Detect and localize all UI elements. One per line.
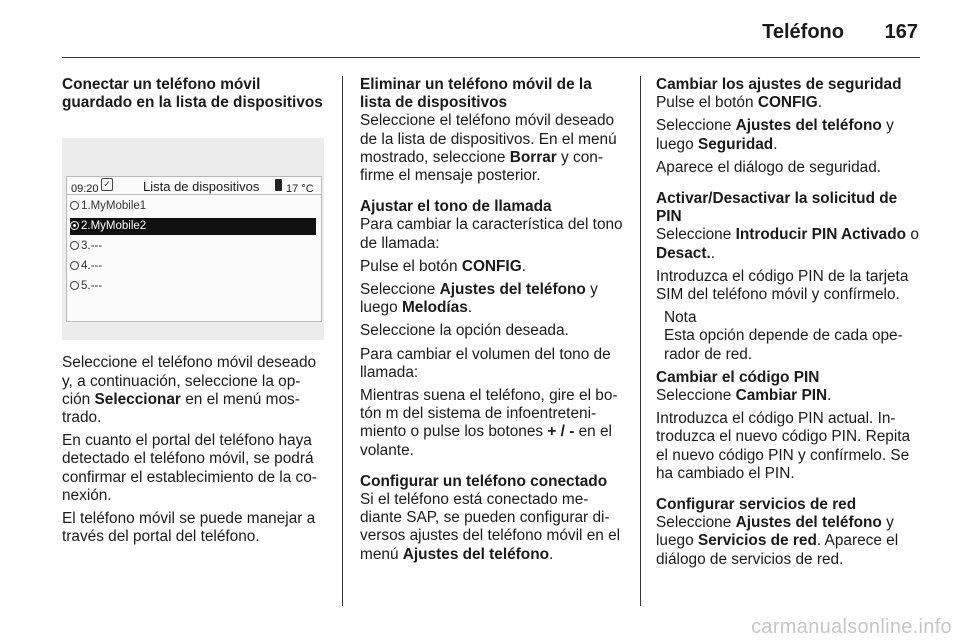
paragraph: Aparece el diálogo de seguridad. [656,158,882,176]
paragraph: Pulse el botón CONFIG. [360,257,526,275]
rotary-knob-icon: m [385,405,399,423]
section-title: Teléfono [762,21,844,43]
heading-ringtone: Ajustar el tono de llamada [360,198,552,216]
phone-icon [275,179,282,191]
paragraph: Introduzca el código PIN de la tarjeta SIM del teléfono móvil y confírmelo. [656,267,909,304]
device-name: 3.--- [81,240,103,253]
heading-change-pin: Cambiar el código PIN [656,368,820,386]
column-divider-1 [342,76,343,606]
device-name: 1.MyMobile1 [81,200,147,213]
page-header [62,0,920,58]
device-name: 5.--- [81,280,103,293]
paragraph: Si el teléfono está conectado me-diante SAP, se pueden configurar di-versos ajustes del teléfono móvil en el menú Ajustes del teléfono. [360,491,621,563]
paragraph: Para cambiar el volumen del tono de llamada: [360,345,611,381]
radio-selected-icon [70,221,79,230]
note-title: Nota [664,309,697,327]
paragraph: Seleccione Introducir PIN Activado o Desact.. [656,226,919,262]
radio-icon [70,281,79,290]
paragraph: Seleccione Ajustes del teléfono y luego Servicios de red. Aparece el diálogo de servicios de red. [656,514,899,568]
term-seleccionar: Seleccionar [94,390,181,408]
device-list-item[interactable] [70,278,316,295]
radio-icon [70,201,79,210]
paragraph: Seleccione el teléfono móvil deseado y, a continuación, seleccione la op-ción Seleccionar en el menú mos-trado. [62,354,317,427]
screen-time: 09:20 [71,183,99,196]
column-3 [656,76,924,574]
heading-configure-phone: Configurar un teléfono conectado [360,472,608,490]
heading-network-services: Configurar servicios de red [656,496,857,514]
paragraph: Seleccione Ajustes del teléfono y luego Seguridad. [656,117,894,153]
radio-icon [70,261,79,270]
device-list-figure [62,138,324,340]
device-name: 2.MyMobile2 [81,220,147,233]
paragraph: Para cambiar la característica del tono de llamada: [360,216,623,252]
device-list-screen [66,176,322,322]
heading-security: Cambiar los ajustes de seguridad [656,76,902,93]
paragraph: En cuanto el portal del teléfono haya detectado el teléfono móvil, se podrá confirmar el establecimiento de la co-nexión. [62,432,317,504]
note-text: Esta opción depende de cada ope-rador de red. [664,327,903,363]
paragraph: Mientras suena el teléfono, gire el bo-tón m del sistema de infoentreteni-miento o pulse los botones + / - en el volante. [360,387,618,459]
header-rule [62,57,920,58]
heading-delete-phone: Eliminar un teléfono móvil de la lista de dispositivos [360,76,592,112]
device-list-item[interactable] [70,238,316,255]
paragraph: Introduzca el código PIN actual. In-troduzca el nuevo código PIN. Repita el nuevo código PIN y confírmelo. Se ha cambiado el PIN. [656,410,911,482]
paragraph: Seleccione la opción deseada. [360,322,569,340]
note-box [664,309,924,364]
page-number: 167 [884,21,918,43]
screen-temperature: 17 °C [286,183,314,196]
paragraph: Pulse el botón CONFIG. [656,94,822,112]
device-list-item[interactable] [70,198,316,215]
paragraph: Seleccione Ajustes del teléfono y luego Melodías. [360,281,598,317]
column-2 [360,76,624,569]
heading-pin-request: Activar/Desactivar la solicitud de PIN [656,190,898,226]
column-1 [62,76,328,551]
term-config: CONFIG [461,257,522,275]
paragraph: Seleccione Cambiar PIN. [656,387,832,405]
screen-title: Lista de dispositivos [143,179,260,195]
term-borrar: Borrar [509,148,557,166]
heading-connect-saved-phone: Conectar un teléfono móvil guardado en la lista de dispositivos [62,76,323,112]
watermark: carmanualsonline.info [751,616,952,638]
paragraph: Seleccione el teléfono móvil deseado de la lista de dispositivos. En el menú mostrado, seleccione Borrar y con-firme el mensaje posterior. [360,112,617,185]
column-divider-2 [640,76,641,606]
paragraph: El teléfono móvil se puede manejar a través del portal del teléfono. [62,510,316,546]
device-list-item-selected[interactable] [70,218,316,235]
device-name: 4.--- [81,260,103,273]
radio-icon [70,241,79,250]
checkmark-icon: ✓ [101,178,113,191]
screen-separator [67,194,321,195]
device-list-item[interactable] [70,258,316,275]
